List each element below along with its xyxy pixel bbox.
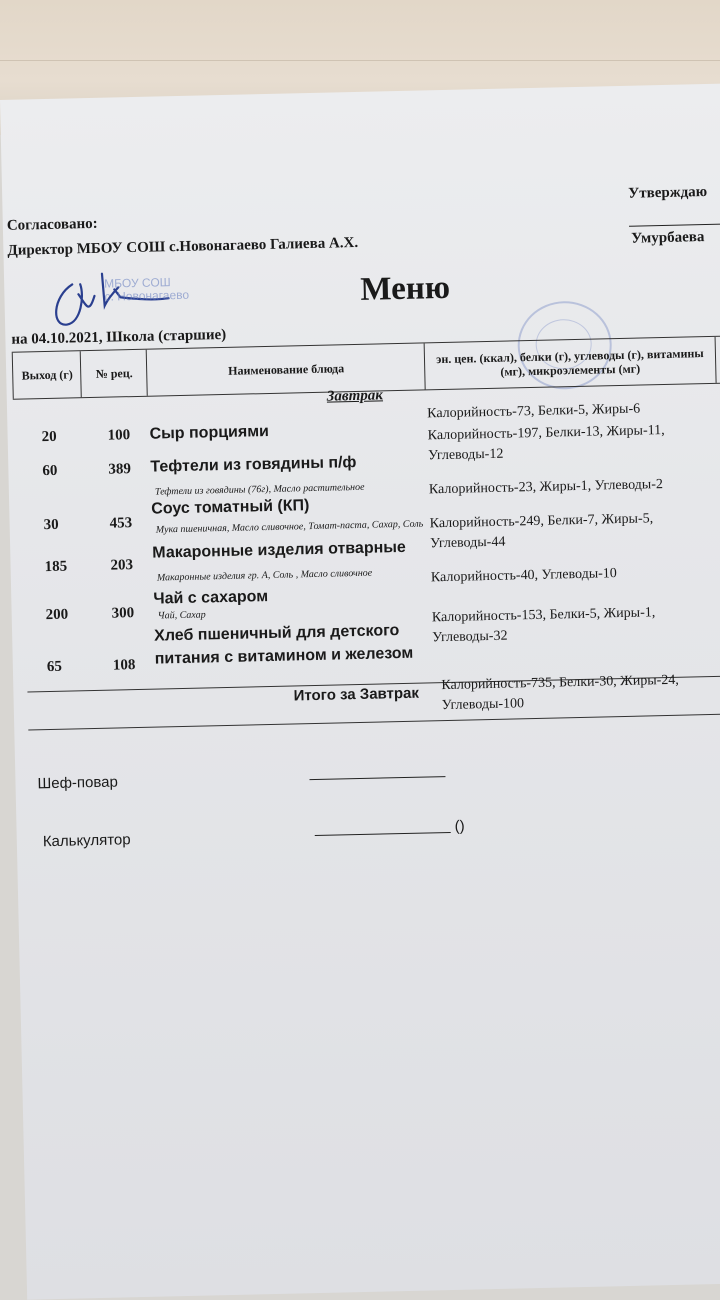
row-recipe: 389: [108, 461, 132, 478]
row-yield: 30: [43, 516, 59, 534]
chef-label: Шеф-повар: [37, 773, 119, 793]
calculator-suffix: (): [454, 817, 465, 835]
row-recipe: 300: [111, 605, 135, 622]
menu-sheet: [0, 83, 720, 1300]
row-recipe: 108: [112, 657, 136, 674]
row-yield: 65: [46, 658, 63, 676]
chef-signature-line: [309, 776, 445, 780]
row-nutrition: Калорийность-249, Белки-7, Жиры-5, Углеводы-44: [429, 511, 654, 552]
approve-signature-line: [629, 223, 720, 227]
row-nutrition: Калорийность-197, Белки-13, Жиры-11, Углеводы-12: [427, 423, 665, 464]
col-recipe-header: № рец.: [80, 350, 148, 398]
meal-title: Завтрак: [326, 387, 384, 405]
page-title: Меню: [359, 269, 451, 308]
row-dish-name: Соус томатный (КП): [151, 497, 310, 518]
calculator-signature-line: [315, 832, 451, 836]
row-dish-name: Чай с сахаром: [153, 588, 269, 608]
row-nutrition: Калорийность-153, Белки-5, Жиры-1, Углеводы-32: [431, 605, 656, 646]
row-dish-name: Сыр порциями: [149, 422, 270, 443]
col-name-header: Наименование блюда: [146, 343, 426, 395]
agreed-label: Согласовано:: [6, 215, 98, 234]
row-yield: 185: [44, 558, 68, 576]
col-nutrition-header: эн. цен. (ккал), белки (г), углеводы (г), витамины (мг), микроэлементы (мг): [424, 337, 717, 390]
total-label: Итого за Завтрак: [293, 684, 420, 705]
row-dish-name: Хлеб пшеничный для детского питания с витамином и железом: [154, 622, 414, 668]
stamp-line-1: МБОУ СОШ: [104, 275, 171, 291]
approve-by: Умурбаева: [631, 229, 705, 247]
wall-seam: [0, 60, 720, 61]
row-ingredients: Чай, Сахар: [157, 609, 206, 622]
row-recipe: 203: [110, 557, 134, 574]
row-nutrition: Калорийность-23, Жиры-1, Углеводы-2: [428, 477, 664, 498]
director-stamp: [104, 276, 189, 304]
stamp-line-2: с. Новонагаево: [104, 287, 190, 304]
row-ingredients: Макаронные изделия гр. А, Соль , Масло сливочное: [156, 567, 373, 584]
row-yield: 60: [42, 462, 58, 480]
col-yield-header: Выход (г): [12, 351, 82, 399]
row-dish-name: Тефтели из говядины п/ф: [150, 454, 357, 476]
row-nutrition: Калорийность-73, Белки-5, Жиры-6: [427, 401, 641, 422]
approve-label: Утверждаю: [628, 183, 708, 202]
row-ingredients: Тефтели из говядины (76г), Масло растительное: [154, 481, 365, 498]
agreed-by: Директор МБОУ СОШ с.Новонагаево Галиева А.Х.: [7, 234, 359, 259]
row-recipe: 453: [109, 515, 133, 532]
row-yield: 200: [45, 606, 69, 624]
total-bottom-rule: [28, 713, 720, 730]
total-nutrition: Калорийность-735, Белки-30, Жиры-24, Углеводы-100: [441, 672, 679, 714]
row-dish-name: Макаронные изделия отварные: [152, 538, 407, 562]
menu-subtitle: на 04.10.2021, Школа (старшие): [11, 326, 227, 348]
row-recipe: 100: [107, 427, 131, 444]
row-nutrition: Калорийность-40, Углеводы-10: [430, 566, 617, 586]
row-yield: 20: [41, 428, 57, 446]
row-ingredients: Мука пшеничная, Масло сливочное, Томат-паста, Сахар, Соль: [155, 518, 424, 536]
calculator-label: Калькулятор: [42, 831, 131, 851]
